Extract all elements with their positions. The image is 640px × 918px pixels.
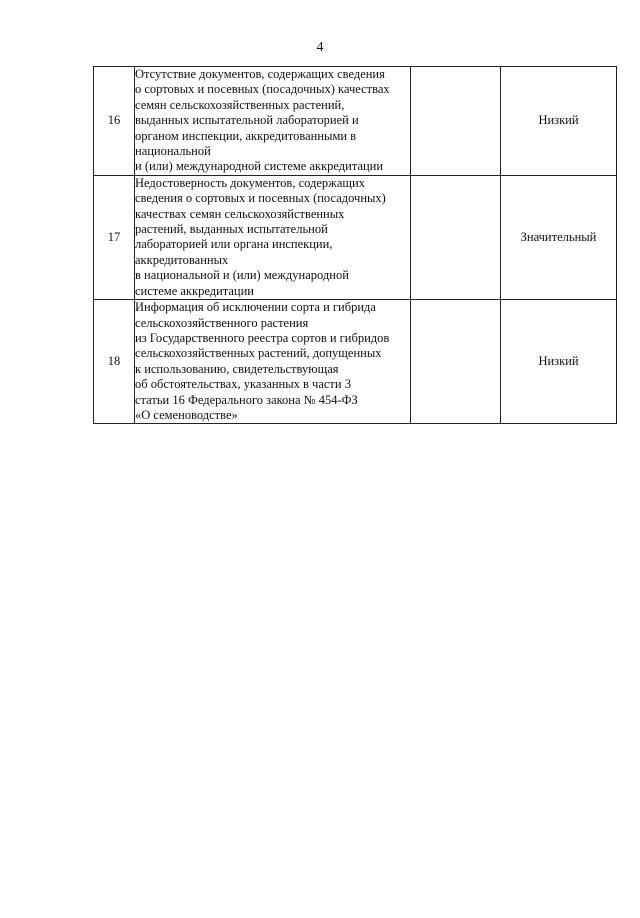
row-number: 16 [94,67,135,176]
description-line: о сортовых и посевных (посадочных) качествах [135,82,390,97]
description-line: из Государственного реестра сортов и гибридов [135,330,390,345]
empty-cell [411,175,501,299]
description-line: статьи 16 Федерального закона № 454-ФЗ [135,392,358,407]
description-line: сельскохозяйственного растения [135,315,309,330]
risk-description [135,67,411,176]
risk-level: Низкий [501,300,617,424]
table-row [94,175,617,299]
description-line: сведения о сортовых и посевных (посадочных) [135,191,386,206]
description-line: аккредитованных [135,252,229,267]
table-row [94,67,617,176]
description-line: к использованию, свидетельствующая [135,361,339,376]
description-line: выданных испытательной лабораторией и [135,113,359,128]
description-line: системе аккредитации [135,283,254,298]
table-row [94,300,617,424]
row-number: 17 [94,175,135,299]
risk-description [135,300,411,424]
risk-description [135,175,411,299]
description-line: Недостоверность документов, содержащих [135,175,365,190]
description-line: органом инспекции, аккредитованными в [135,128,357,143]
description-line: в национальной и (или) международной [135,268,349,283]
description-line: семян сельскохозяйственных растений, [135,97,345,112]
risk-level: Низкий [501,67,617,176]
empty-cell [411,300,501,424]
description-line: сельскохозяйственных растений, допущенных [135,346,382,361]
empty-cell [411,67,501,176]
description-line: растений, выданных испытательной [135,222,328,237]
page-number: 4 [316,40,324,55]
description-line: национальной [135,144,211,159]
risk-table [93,66,617,424]
description-line: качествах семян сельскохозяйственных [135,206,345,221]
description-line: «О семеноводстве» [135,407,238,422]
risk-level: Значительный [501,175,617,299]
row-number: 18 [94,300,135,424]
description-line: лабораторией или органа инспекции, [135,237,333,252]
description-line: об обстоятельствах, указанных в части 3 [135,377,351,392]
description-line: и (или) международной системе аккредитации [135,159,384,174]
description-line: Отсутствие документов, содержащих сведения [135,67,385,81]
description-line: Информация об исключении сорта и гибрида [135,300,376,315]
